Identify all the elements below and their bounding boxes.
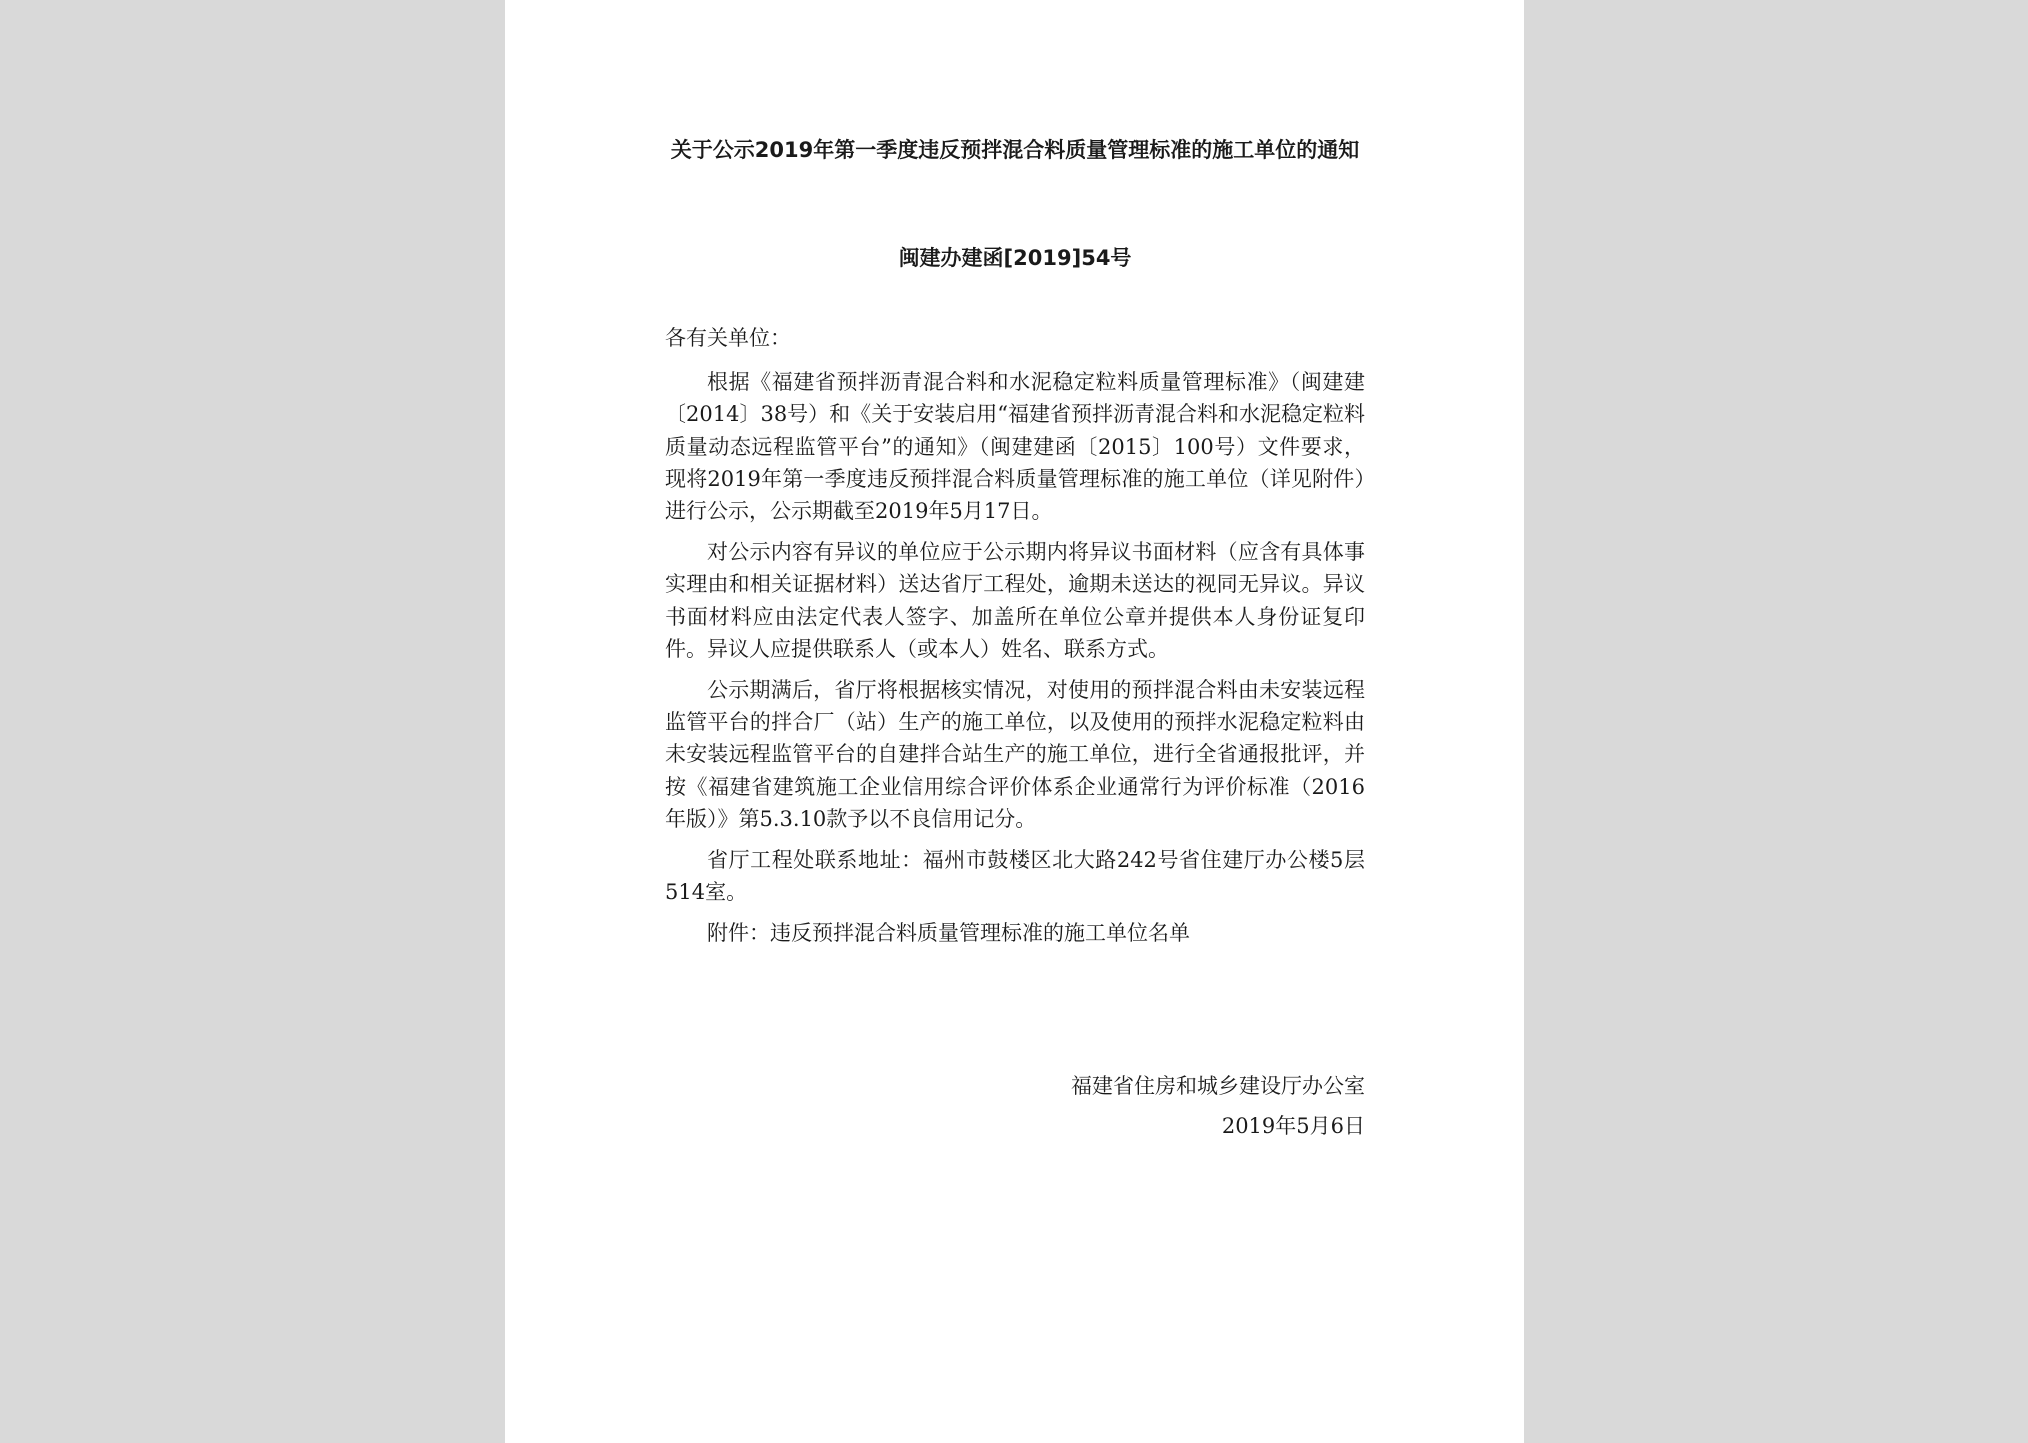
paragraph-objection: 对公示内容有异议的单位应于公示期内将异议书面材料（应含有具体事实理由和相关证据材料）送达省厅工程处，逾期未送达的视同无异议。异议书面材料应由法定代表人签字、加盖所在单位公章并提供本人身份证复印件。异议人应提供联系人（或本人）姓名、联系方式。 xyxy=(665,540,1365,661)
salutation: 各有关单位： xyxy=(665,326,791,350)
paragraph-penalty: 公示期满后，省厅将根据核实情况，对使用的预拌混合料由未安装远程监管平台的拌合厂（站）生产的施工单位，以及使用的预拌水泥稳定粒料由未安装远程监管平台的自建拌合站生产的施工单位，进行全省通报批评，并按《福建省建筑施工企业信用综合评价体系企业通常行为评价标准（2016年版）》第5.3.10款予以不良信用记分。 xyxy=(665,678,1365,831)
paragraph-contact-address: 省厅工程处联系地址：福州市鼓楼区北大路242号省住建厅办公楼5层514室。 xyxy=(665,848,1365,905)
document-number: 闽建办建函[2019]54号 xyxy=(898,246,1132,270)
paragraph-attachment: 附件：违反预拌混合料质量管理标准的施工单位名单 xyxy=(707,921,1190,946)
signature-date: 2019年5月6日 xyxy=(1221,1114,1365,1138)
document-page xyxy=(505,0,1524,1443)
signature-organization: 福建省住房和城乡建设厅办公室 xyxy=(1071,1074,1365,1098)
document-body xyxy=(665,322,1365,959)
paragraph-basis: 根据《福建省预拌沥青混合料和水泥稳定粒料质量管理标准》（闽建建〔2014〕38号）和《关于安装启用“福建省预拌沥青混合料和水泥稳定粒料质量动态远程监管平台”的通知》（闽建建函〔2015〕100号）文件要求，现将2019年第一季度违反预拌混合料质量管理标准的施工单位（详见附件）进行公示，公示期截至2019年5月17日。 xyxy=(665,370,1365,524)
document-title: 关于公示2019年第一季度违反预拌混合料质量管理标准的施工单位的通知 xyxy=(670,138,1360,162)
